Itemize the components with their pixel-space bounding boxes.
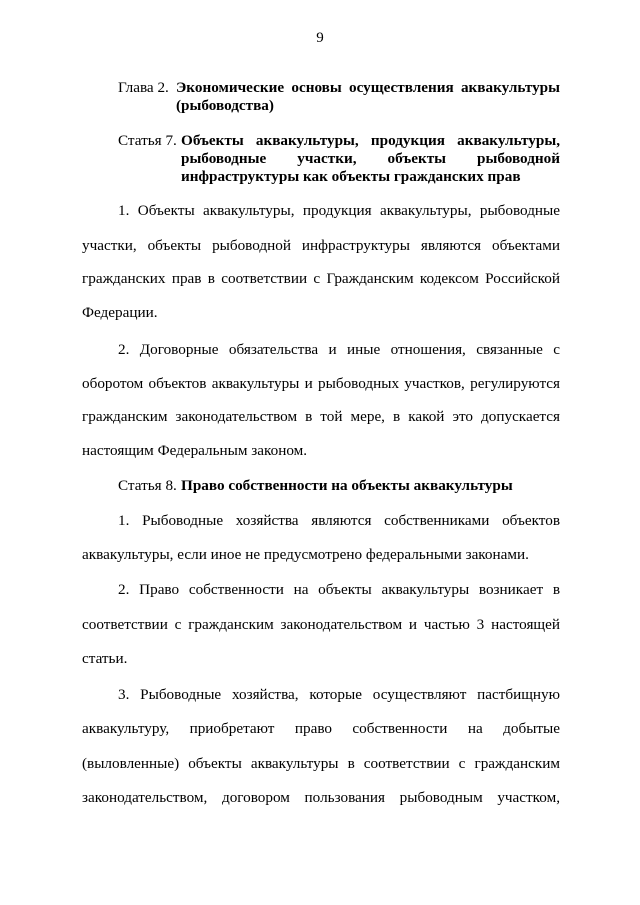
text-line: 1. Рыбоводные хозяйства являются собственниками объектов: [118, 512, 560, 529]
text-line: 2. Право собственности на объекты аквакультуры возникает в: [118, 581, 560, 598]
article-7-title-line: инфраструктуры как объекты гражданских прав: [181, 168, 521, 185]
article-8-label: Статья 8.: [118, 477, 177, 494]
chapter-title-line: (рыбоводства): [176, 97, 274, 114]
article-7-title-line: Объекты аквакультуры, продукция аквакультуры,: [181, 132, 560, 149]
article-7-label: Статья 7.: [118, 132, 177, 149]
article-8-title: Право собственности на объекты аквакультуры: [181, 477, 513, 494]
text-line: соответствии с гражданским законодательством и частью 3 настоящей: [82, 616, 560, 633]
text-line: аквакультуру, приобретают право собственности на добытые: [82, 720, 560, 737]
page-number: 9: [316, 30, 324, 46]
text-line: статьи.: [82, 650, 128, 667]
text-line: настоящим Федеральным законом.: [82, 442, 308, 459]
text-line: участки, объекты рыбоводной инфраструктуры являются объектами: [82, 237, 560, 254]
text-line: аквакультуры, если иное не предусмотрено федеральными законами.: [82, 546, 529, 563]
text-line: гражданским законодательством в той мере, в какой это допускается: [82, 408, 560, 425]
text-line: оборотом объектов аквакультуры и рыбоводных участков, регулируются: [82, 375, 560, 392]
text-line: 2. Договорные обязательства и иные отношения, связанные с: [118, 341, 560, 358]
text-line: (выловленные) объекты аквакультуры в соответствии с гражданским: [82, 755, 560, 772]
text-line: 1. Объекты аквакультуры, продукция аквакультуры, рыбоводные: [118, 202, 560, 219]
chapter-title-line: Экономические основы осуществления аквакультуры: [176, 79, 560, 96]
text-line: законодательством, договором пользования рыбоводным участком,: [82, 789, 560, 806]
text-line: Федерации.: [82, 304, 158, 321]
text-line: гражданских прав в соответствии с Гражданским кодексом Российской: [82, 270, 560, 287]
text-line: 3. Рыбоводные хозяйства, которые осуществляют пастбищную: [118, 686, 560, 703]
article-7-title-line: рыбоводные участки, объекты рыбоводной: [181, 150, 560, 167]
chapter-label: Глава 2.: [118, 79, 169, 96]
